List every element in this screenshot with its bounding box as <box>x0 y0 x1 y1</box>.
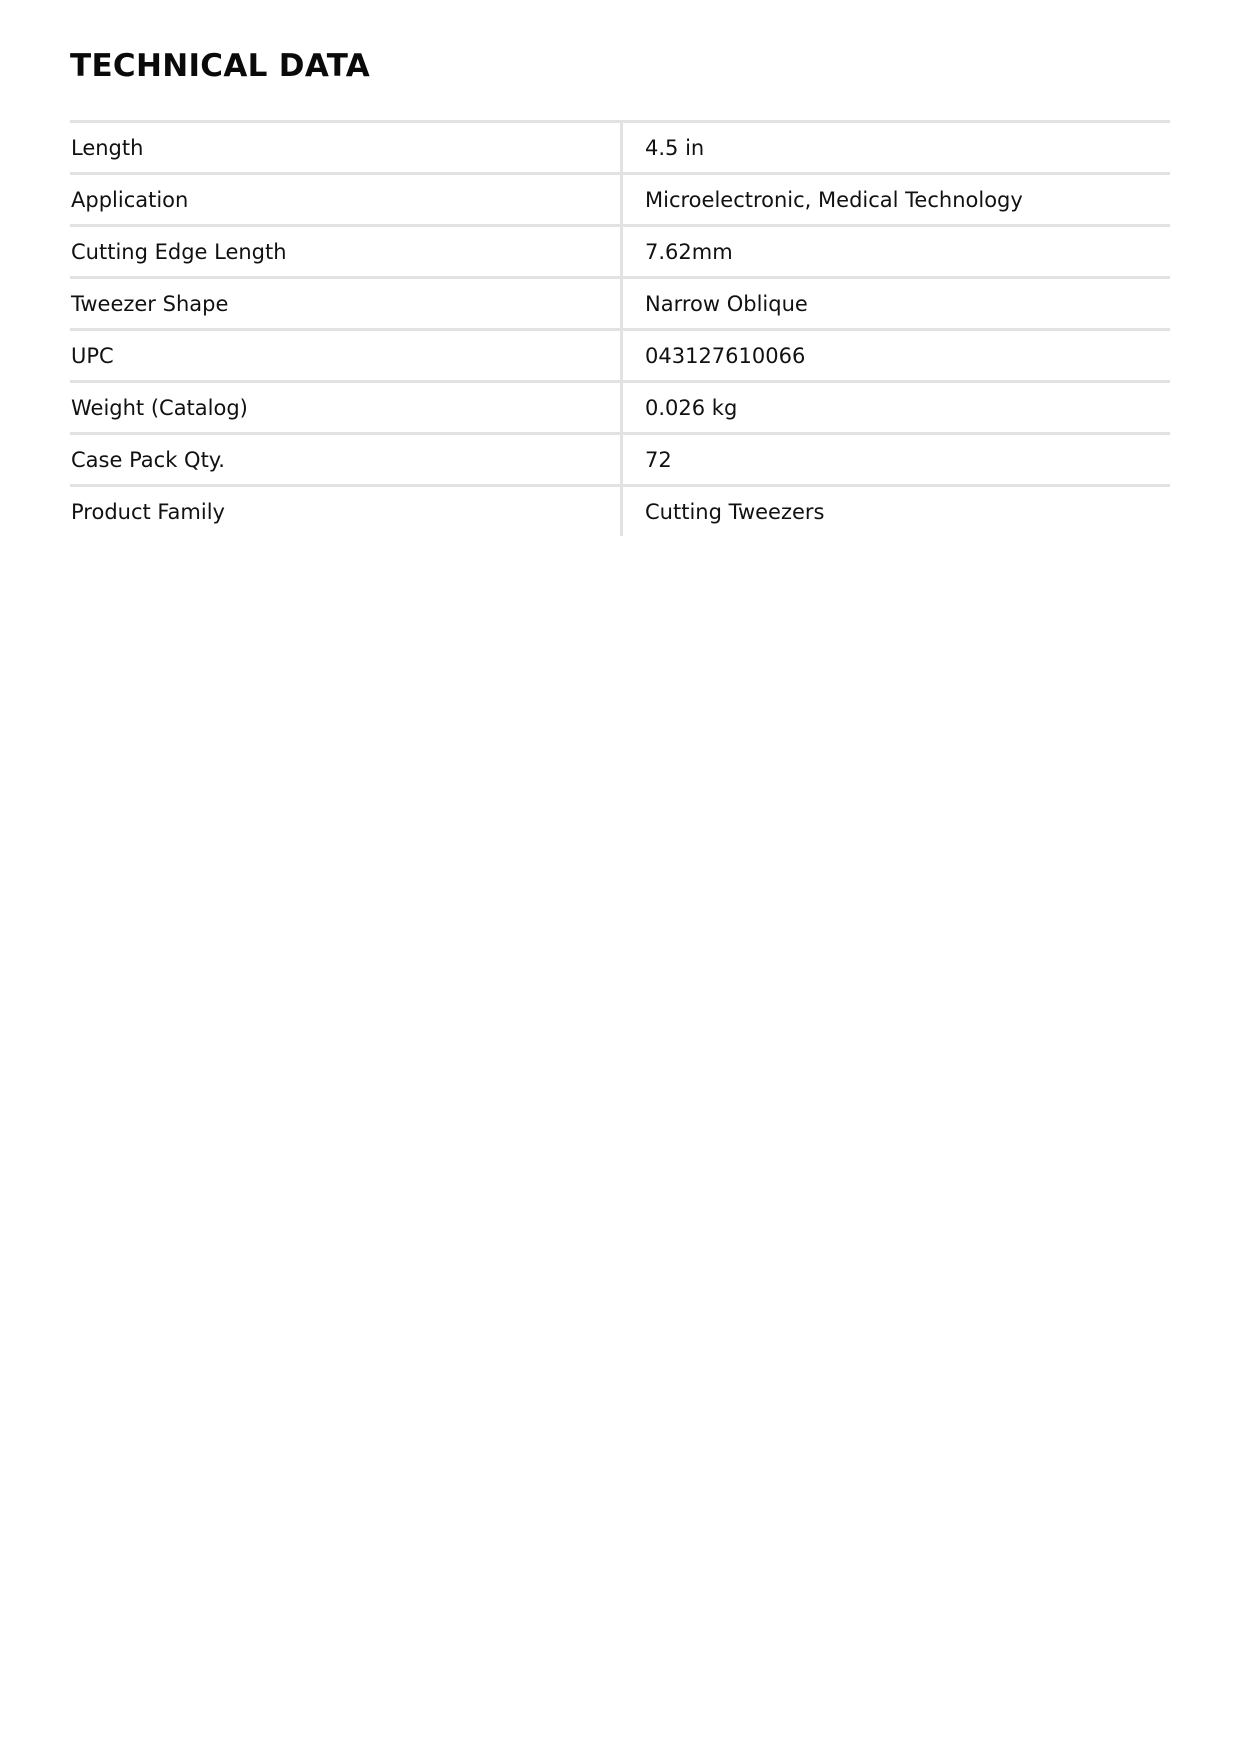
spec-label: Length <box>70 122 622 174</box>
spec-value: Narrow Oblique <box>622 278 1171 330</box>
spec-label: Cutting Edge Length <box>70 226 622 278</box>
page-title: TECHNICAL DATA <box>70 48 371 84</box>
table-row <box>70 330 1170 382</box>
spec-value: 043127610066 <box>622 330 1171 382</box>
technical-data-table <box>70 120 1170 536</box>
spec-label: Product Family <box>70 486 622 537</box>
spec-label: Application <box>70 174 622 226</box>
spec-value: 0.026 kg <box>622 382 1171 434</box>
spec-value: 7.62mm <box>622 226 1171 278</box>
spec-value: Microelectronic, Medical Technology <box>622 174 1171 226</box>
table-row <box>70 122 1170 174</box>
table-row <box>70 434 1170 486</box>
spec-value: 72 <box>622 434 1171 486</box>
spec-label: UPC <box>70 330 622 382</box>
table-row <box>70 174 1170 226</box>
table-row <box>70 382 1170 434</box>
spec-label: Tweezer Shape <box>70 278 622 330</box>
table-row <box>70 278 1170 330</box>
spec-value: 4.5 in <box>622 122 1171 174</box>
spec-label: Weight (Catalog) <box>70 382 622 434</box>
table-row <box>70 226 1170 278</box>
spec-label: Case Pack Qty. <box>70 434 622 486</box>
spec-value: Cutting Tweezers <box>645 499 825 524</box>
table-row <box>70 486 1170 537</box>
